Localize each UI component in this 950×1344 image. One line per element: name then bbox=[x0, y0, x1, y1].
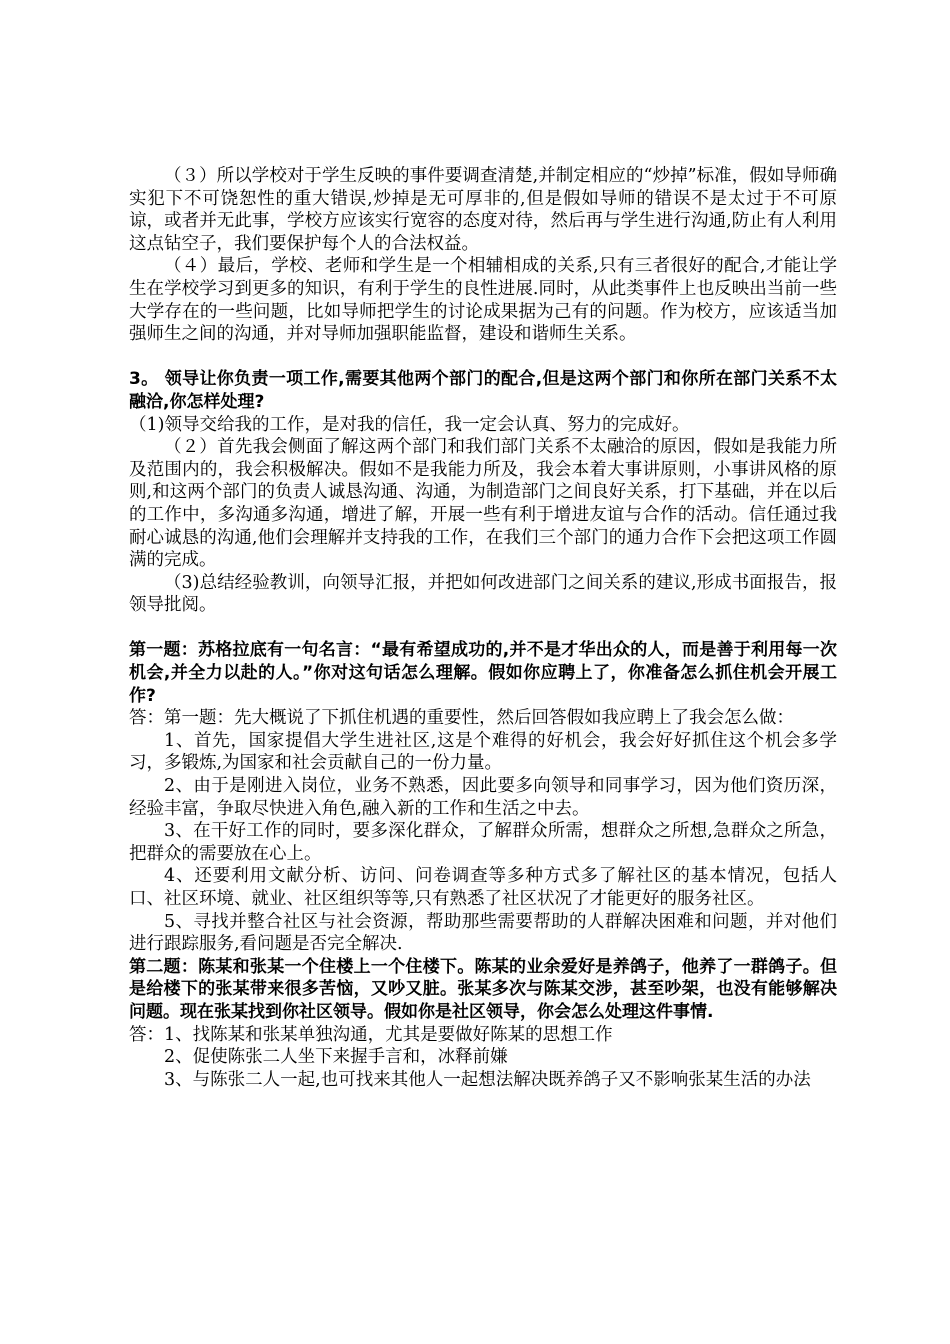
second-question-heading: 第二题：陈某和张某一个住楼上一个住楼下。陈某的业余爱好是养鸽子，他养了一群鸽子。但是给楼下的张某带来很多苦恼，又吵又脏。张某多次与陈某交涉，甚至吵架，也没有能够解决问题。现在张某找到你社区领导。假如你是社区领导，你会怎么处理这件事情. bbox=[129, 956, 837, 1022]
second-answer-1: 答：1、找陈某和张某单独沟通，尤其是要做好陈某的思想工作 bbox=[129, 1024, 613, 1045]
paragraph-point-4: （４）最后，学校、老师和学生是一个相辅相成的关系,只有三者很好的配合,才能让学生在学校学习到更多的知识，有利于学生的良性进展.同时，从此类事件上也反映出当前一些大学存在的一些问题，比如导师把学生的讨论成果据为己有的问题。作为校方，应该适当加强师生之间的沟通，并对导师加强职能监督，建设和谐师生关系。 bbox=[129, 256, 837, 345]
first-answer-item: 4、还要利用文献分析、访问、问卷调查等多种方式多了解社区的基本情况，包括人口、社区环境、就业、社区组织等等,只有熟悉了社区状况了才能更好的服务社区。 bbox=[129, 866, 837, 909]
question-3-answer-2: （２）首先我会侧面了解这两个部门和我们部门关系不太融洽的原因，假如是我能力所及范围内的，我会积极解决。假如不是我能力所及，我会本着大事讲原则，小事讲风格的原则,和这两个部门的负责人诚恳沟通、沟通，为制造部门之间良好关系，打下基础，并在以后的工作中，多沟通多沟通，增进了解，开展一些有利于增进友谊与合作的活动。信任通过我耐心诚恳的沟通,他们会理解并支持我的工作，在我们三个部门的通力合作下会把这项工作圆满的完成。 bbox=[129, 437, 837, 571]
first-answer-intro: 答：第一题：先大概说了下抓住机遇的重要性，然后回答假如我应聘上了我会怎么做： bbox=[129, 708, 794, 729]
spacer bbox=[129, 617, 837, 640]
first-answer-item: 2、由于是刚进入岗位，业务不熟悉，因此要多向领导和同事学习，因为他们资历深，经验丰富，争取尽快进入角色,融入新的工作和生活之中去。 bbox=[129, 776, 837, 819]
second-answer-2: 2、促使陈张二人坐下来握手言和，冰释前嫌 bbox=[164, 1047, 508, 1068]
first-answer-item: 3、在干好工作的同时，要多深化群众，了解群众所需，想群众之所想,急群众之所急，把群众的需要放在心上。 bbox=[129, 821, 837, 864]
document-page bbox=[129, 165, 837, 1091]
first-answer-item: 1、首先，国家提倡大学生进社区,这是个难得的好机会，我会好好抓住这个机会多学习，多锻炼,为国家和社会贡献自己的一份力量。 bbox=[129, 730, 837, 774]
second-answer-3: 3、与陈张二人一起,也可找来其他人一起想法解决既养鸽子又不影响张某生活的办法 bbox=[164, 1069, 811, 1090]
first-question-heading: 第一题：苏格拉底有一句名言：“最有希望成功的,并不是才华出众的人，而是善于利用每一次机会,并全力以赴的人。”你对这句话怎么理解。假如你应聘上了，你准备怎么抓住机会开展工作? bbox=[129, 640, 837, 706]
question-3-heading: 3。 领导让你负责一项工作,需要其他两个部门的配合,但是这两个部门和你所在部门关系不太融洽,你怎样处理? bbox=[129, 369, 837, 412]
question-3-answer-1: （1)领导交给我的工作，是对我的信任，我一定会认真、努力的完成好。 bbox=[129, 414, 690, 435]
spacer bbox=[129, 346, 837, 369]
first-answer-item: 5、寻找并整合社区与社会资源，帮助那些需要帮助的人群解决困难和问题，并对他们进行跟踪服务,看问题是否完全解决. bbox=[129, 911, 837, 955]
question-3-answer-3: （3)总结经验教训，向领导汇报，并把如何改进部门之间关系的建议,形成书面报告，报领导批阅。 bbox=[129, 572, 837, 616]
paragraph-point-3: （３）所以学校对于学生反映的事件要调查清楚,并制定相应的“炒掉”标准，假如导师确实犯下不可饶恕性的重大错误,炒掉是无可厚非的,但是假如导师的错误不是太过于不可原谅，或者并无此事，学校方应该实行宽容的态度对待，然后再与学生进行沟通,防止有人利用这点钻空子，我们要保护每个人的合法权益。 bbox=[129, 166, 837, 254]
